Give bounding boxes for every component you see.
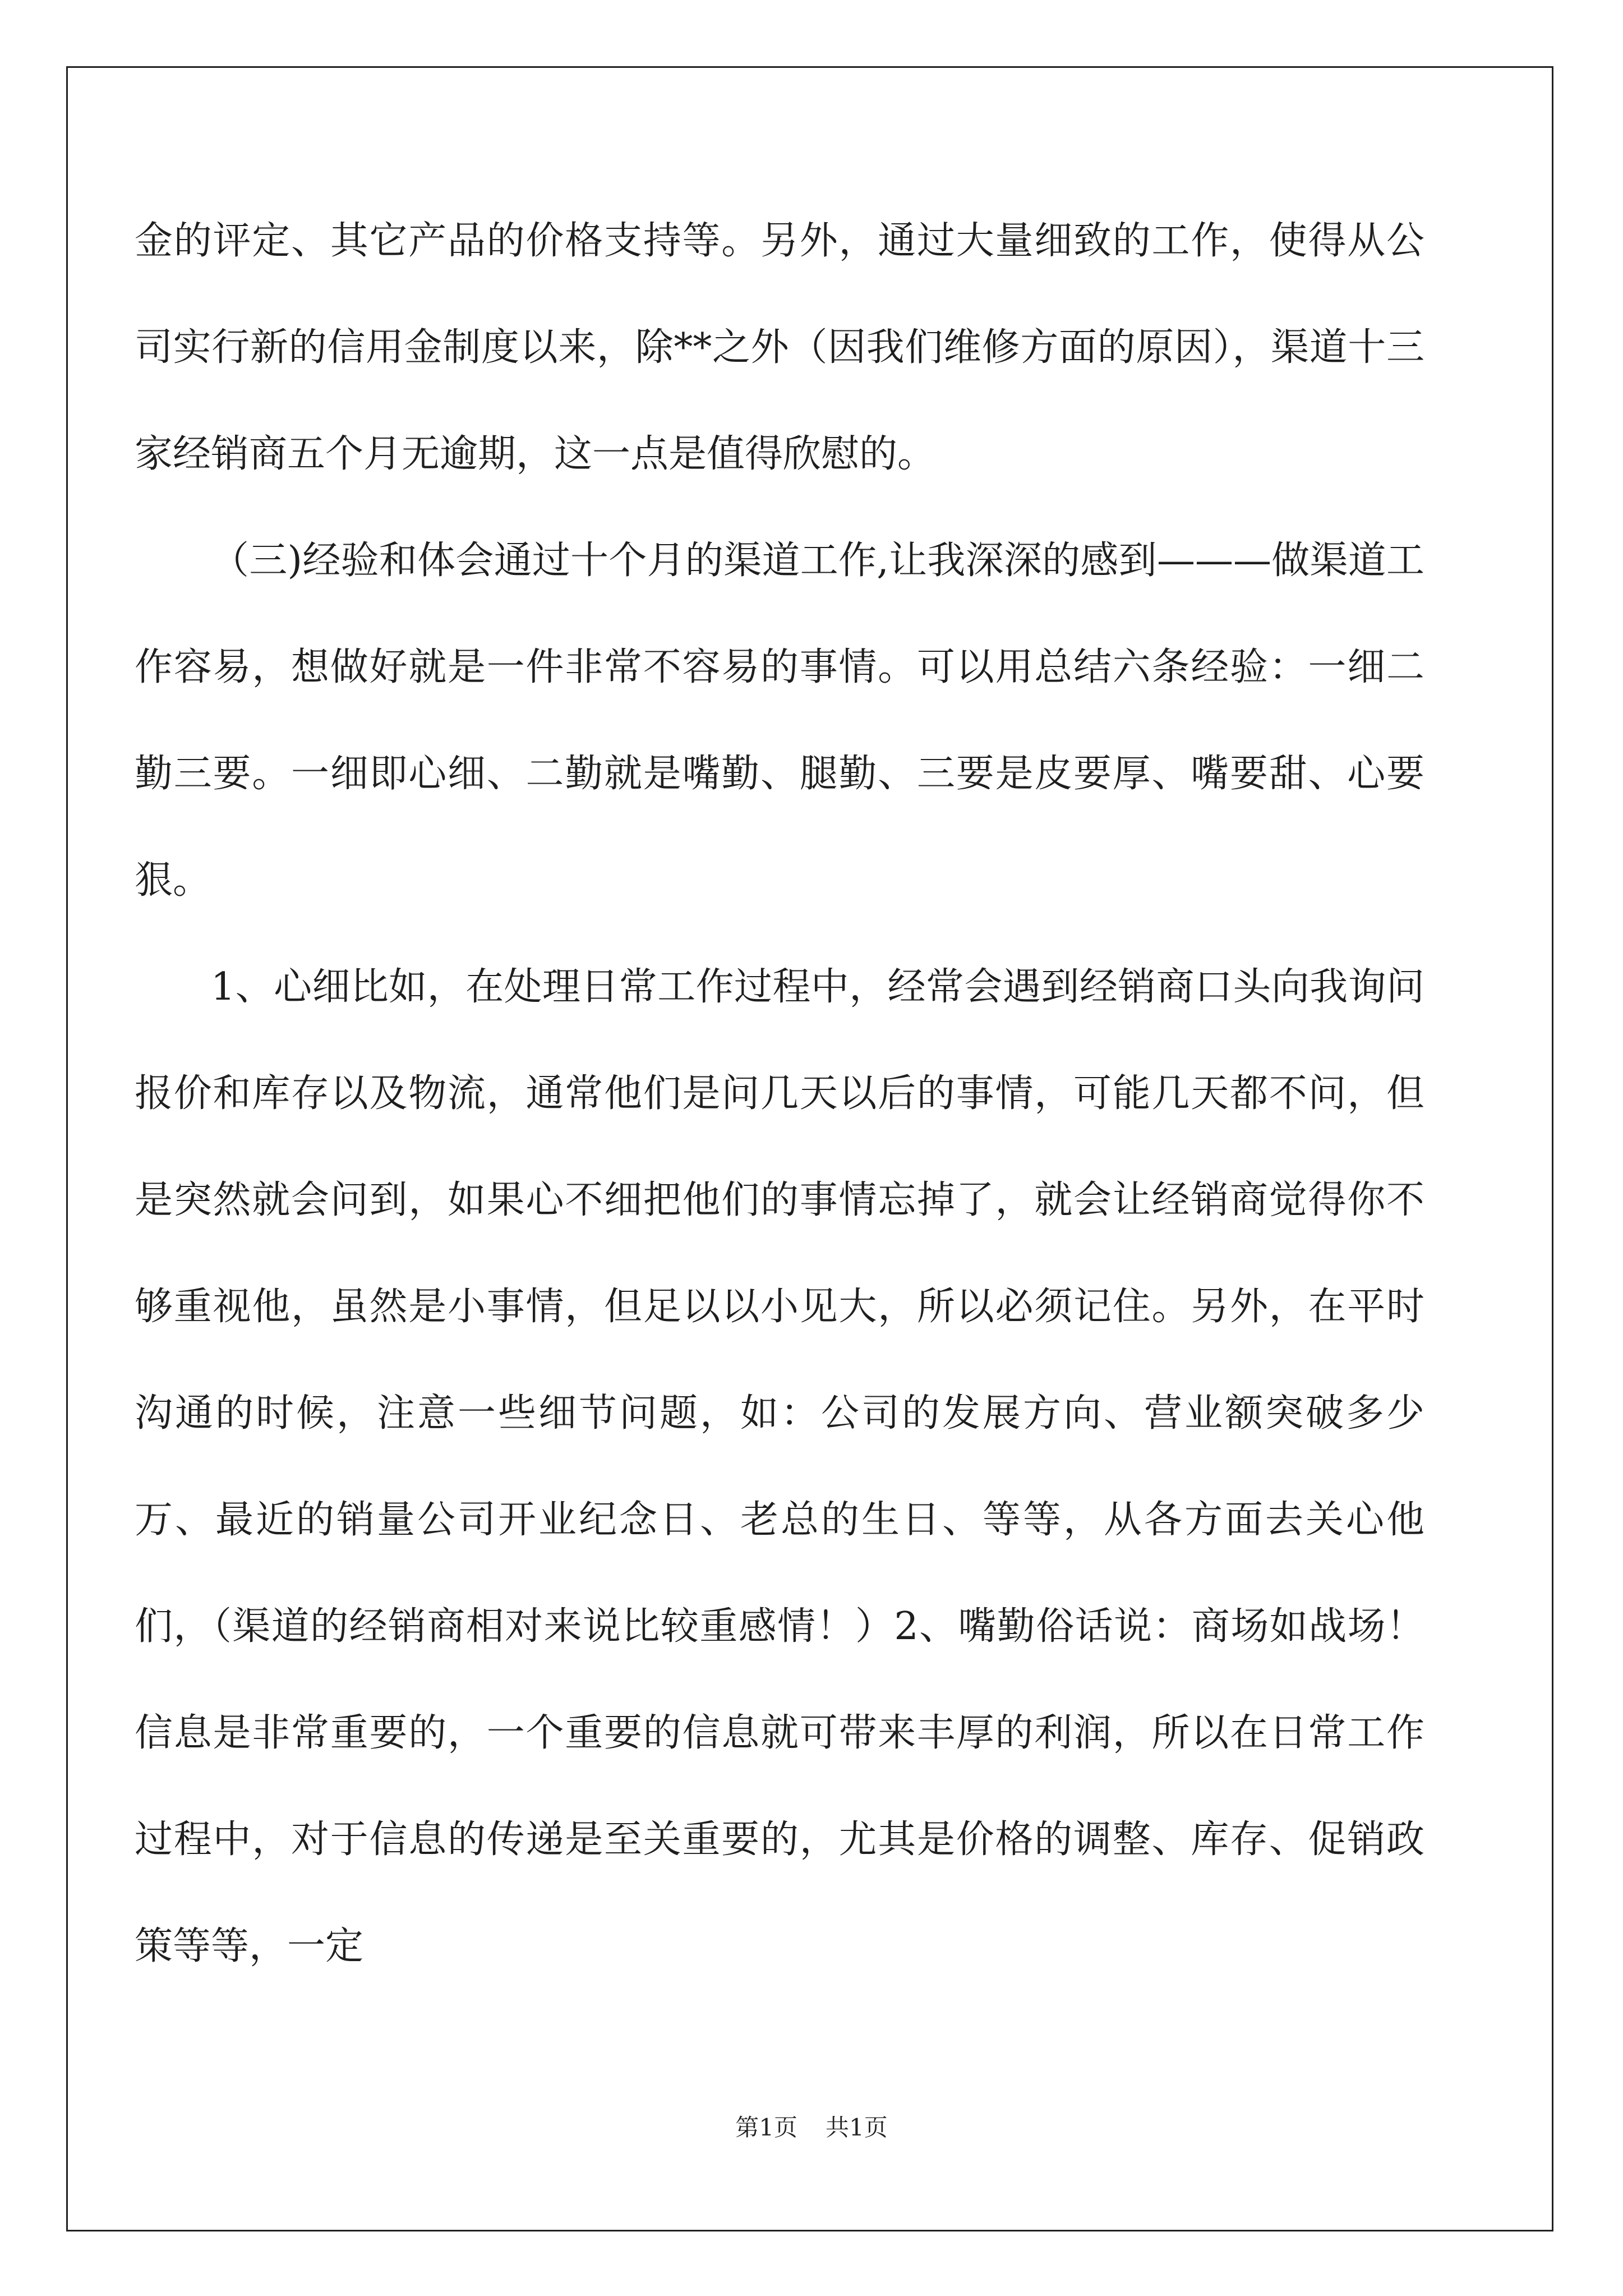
page-number: 第1页 (735, 2114, 797, 2141)
document-body (135, 188, 1424, 2000)
paragraph-2: （三)经验和体会通过十个月的渠道工作,让我深深的感到———做渠道工作容易，想做好就是一件非常不容易的事情。可以用总结六条经验：一细二勤三要。一细即心细、二勤就是嘴勤、腿勤、三要是皮要厚、嘴要甜、心要狠。 (135, 539, 1424, 903)
paragraph-1: 金的评定、其它产品的价格支持等。另外，通过大量细致的工作，使得从公司实行新的信用金制度以来，除**之外（因我们维修方面的原因），渠道十三家经销商五个月无逾期，这一点是值得欣慰的。 (135, 219, 1424, 476)
page-total: 共1页 (826, 2114, 888, 2141)
page-footer (0, 2109, 1623, 2143)
paragraph-3: 1、心细比如，在处理日常工作过程中，经常会遇到经销商口头向我询问报价和库存以及物流，通常他们是问几天以后的事情，可能几天都不问，但是突然就会问到，如果心不细把他们的事情忘掉了，就会让经销商觉得你不够重视他，虽然是小事情，但足以以小见大，所以必须记住。另外，在平时沟通的时候，注意一些细节问题，如：公司的发展方向、营业额突破多少万、最近的销量公司开业纪念日、老总的生日、等等，从各方面去关心他们，（渠道的经销商相对来说比较重感情！）2、嘴勤俗话说：商场如战场！信息是非常重要的，一个重要的信息就可带来丰厚的利润，所以在日常工作过程中，对于信息的传递是至关重要的，尤其是价格的调整、库存、促销政策等等，一定 (135, 965, 1424, 1968)
